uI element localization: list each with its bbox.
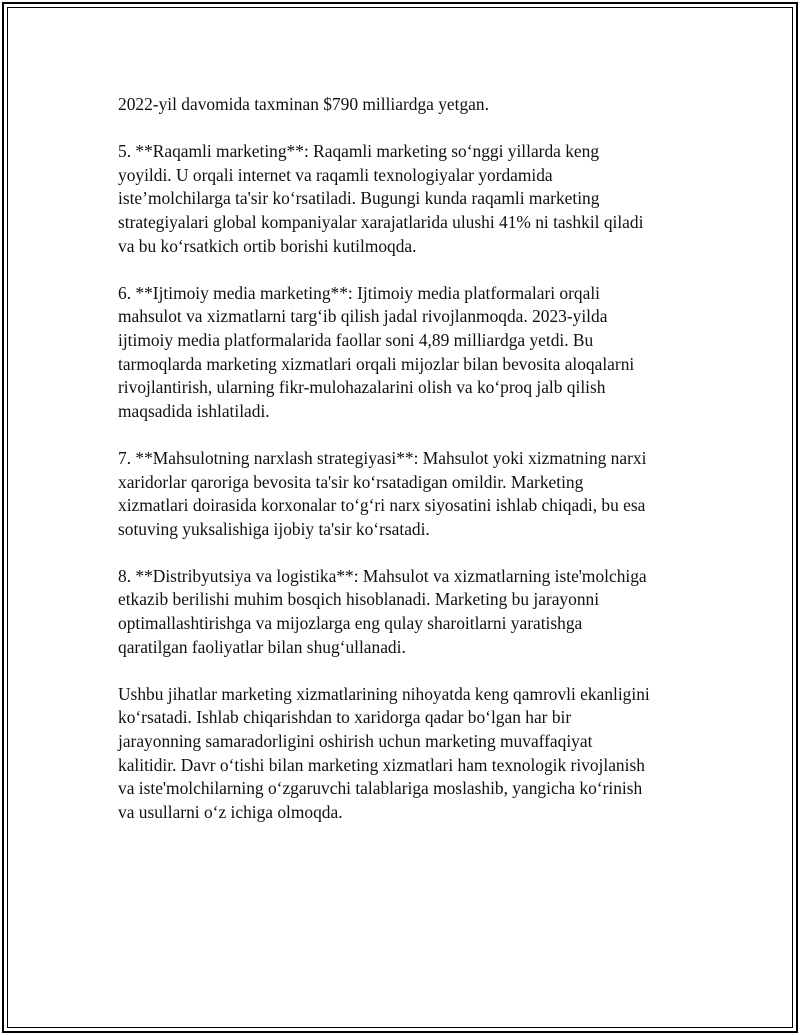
text-line: strategiyalari global kompaniyalar xarajatlarida ulushi 41% ni tashkil qiladi — [118, 211, 644, 232]
text-line: optimallashtirishga va mijozlarga eng qulay sharoitlarni yaratishga — [118, 613, 583, 634]
text-line: 2022-yil davomida taxminan $790 milliardga yetgan. — [118, 94, 489, 114]
text-line: sotuving yuksalishiga ijobiy ta'sir ko‘rsatadi. — [118, 518, 430, 539]
text-line: qaratilgan faoliyatlar bilan shug‘ullanadi. — [118, 636, 406, 657]
text-line: iste’molchilarga ta'sir ko‘rsatiladi. Bugungi kunda raqamli marketing — [118, 188, 600, 209]
paragraph-intro-fragment — [118, 93, 693, 117]
text-line: ijtimoiy media platformalarida faollar soni 4,89 milliardga yetdi. Bu — [118, 329, 594, 350]
text-line: rivojlantirish, ularning fikr-mulohazalarini olish va ko‘proq jalb qilish — [118, 377, 606, 398]
text-line: 5. **Raqamli marketing**: Raqamli marketing so‘nggi yillarda keng — [118, 141, 600, 162]
paragraph-narxlash-strategiyasi — [118, 447, 693, 541]
text-line: ko‘rsatadi. Ishlab chiqarishdan to xaridorga qadar bo‘lgan har bir — [118, 707, 572, 728]
text-line: va iste'molchilarning o‘zgaruvchi talablariga moslashib, yangicha ko‘rinish — [118, 778, 643, 799]
text-line: 8. **Distribyutsiya va logistika**: Mahsulot va xizmatlarning iste'molchiga — [118, 565, 647, 586]
paragraph-conclusion — [118, 683, 693, 825]
text-line: kalitidir. Davr o‘tishi bilan marketing xizmatlari ham texnologik rivojlanish — [118, 754, 645, 775]
paragraph-distribyutsiya-logistika — [118, 565, 693, 659]
paragraph-raqamli-marketing — [118, 140, 693, 258]
document-body — [118, 93, 693, 824]
text-line: xaridorlar qaroriga bevosita ta'sir ko‘rsatadigan omildir. Marketing — [118, 471, 584, 492]
text-line: jarayonning samaradorligini oshirish uchun marketing muvaffaqiyat — [118, 731, 593, 752]
text-line: yoyildi. U orqali internet va raqamli texnologiyalar yordamida — [118, 164, 553, 185]
text-line: xizmatlari doirasida korxonalar to‘g‘ri narx siyosatini ishlab chiqadi, bu esa — [118, 495, 646, 516]
text-line: va usullarni o‘z ichiga olmoqda. — [118, 801, 343, 822]
text-line: etkazib berilishi muhim bosqich hisoblanadi. Marketing bu jarayonni — [118, 589, 600, 610]
text-line: 6. **Ijtimoiy media marketing**: Ijtimoiy media platformalari orqali — [118, 282, 600, 303]
text-line: 7. **Mahsulotning narxlash strategiyasi**: Mahsulot yoki xizmatning narxi — [118, 447, 647, 468]
text-line: maqsadida ishlatiladi. — [118, 400, 270, 421]
text-line: Ushbu jihatlar marketing xizmatlarining nihoyatda keng qamrovli ekanligini — [118, 683, 650, 704]
text-line: va bu ko‘rsatkich ortib borishi kutilmoqda. — [118, 235, 417, 256]
text-line: mahsulot va xizmatlarni targ‘ib qilish jadal rivojlanmoqda. 2023-yilda — [118, 306, 608, 327]
paragraph-ijtimoiy-media — [118, 282, 693, 424]
text-line: tarmoqlarda marketing xizmatlari orqali mijozlar bilan bevosita aloqalarni — [118, 353, 635, 374]
